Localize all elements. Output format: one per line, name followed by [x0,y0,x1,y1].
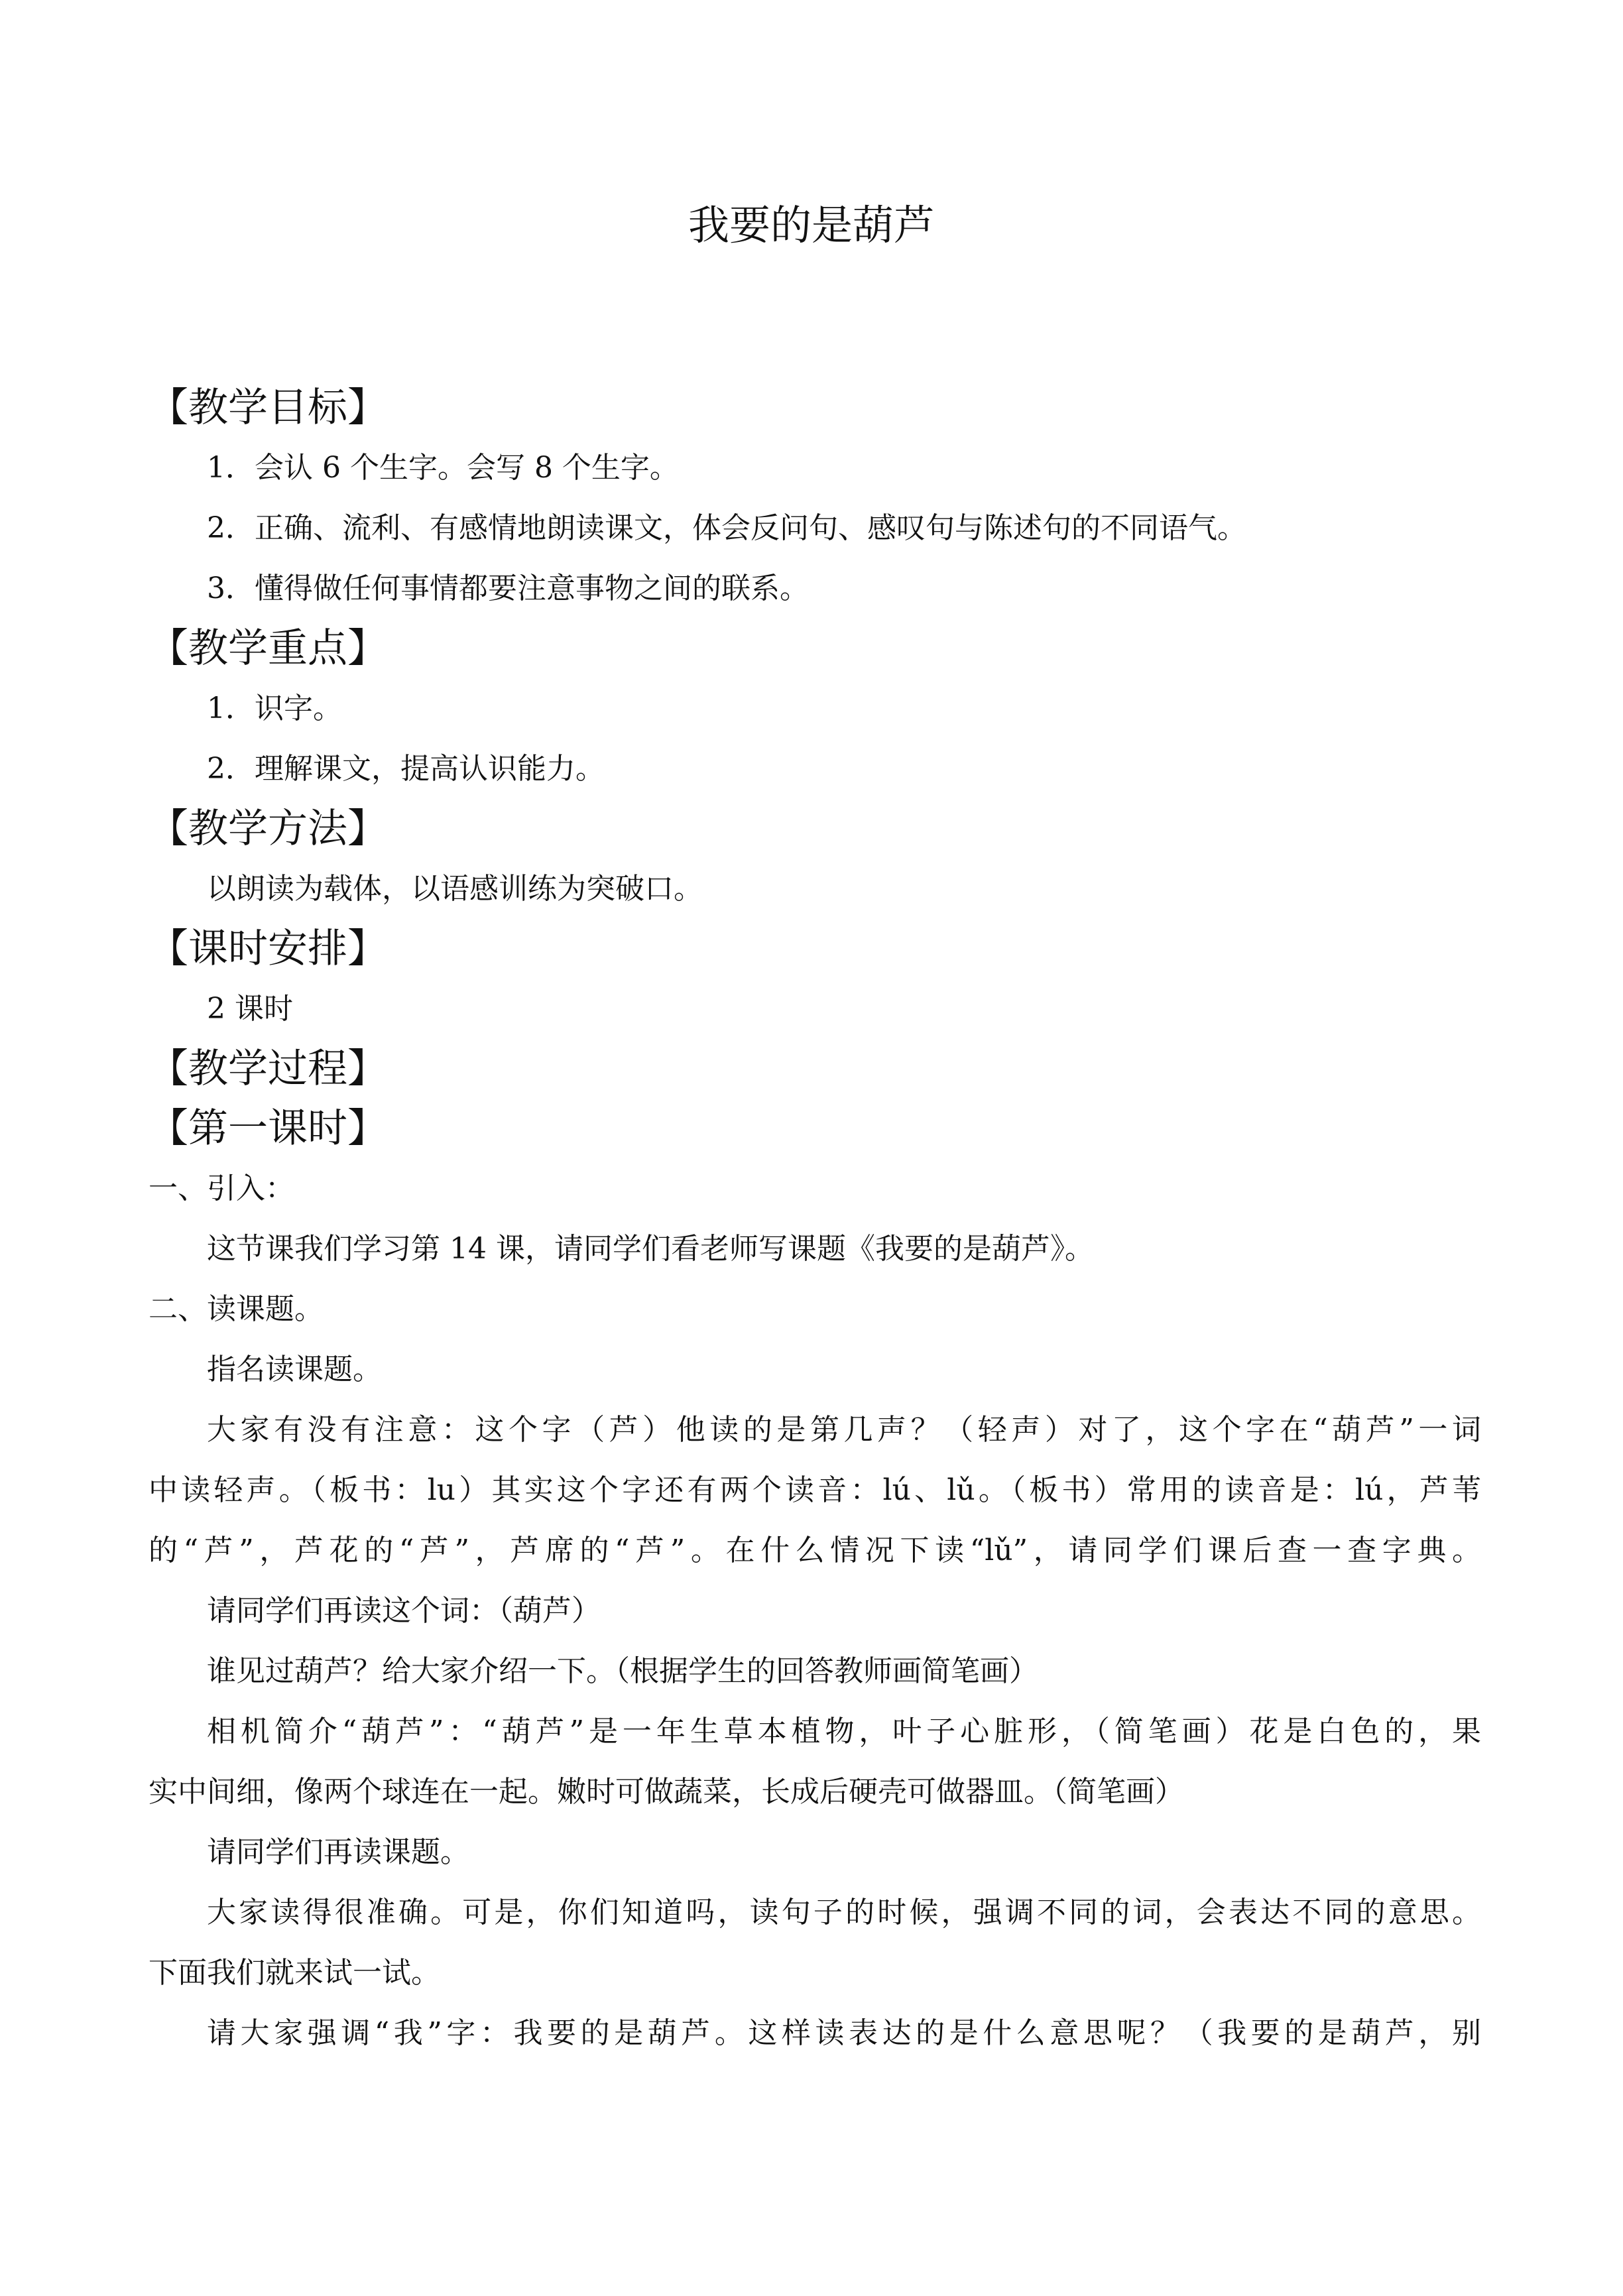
section1-text: 这节课我们学习第 14 课，请同学们看老师写课题《我要的是葫芦》。 [207,1232,1094,1266]
paragraph-5-line-1: 相机简介“葫芦”：“葫芦”是一年生草本植物，叶子心脏形，（简笔画）花是白色的，果 [207,1715,1481,1748]
document-body [149,378,1481,2063]
objective-item-3: 3．懂得做任何事情都要注意事物之间的联系。 [207,572,809,605]
paragraph-2-line-1: 大家有没有注意：这个字（芦）他读的是第几声？（轻声）对了，这个字在“葫芦”一词 [207,1413,1481,1447]
paragraph-8-line-1: 请大家强调“我”字：我要的是葫芦。这样读表达的是什么意思呢？（我要的是葫芦，别 [207,2016,1481,2050]
paragraph-7-line-2: 下面我们就来试一试。 [149,1956,440,1990]
objective-item-1: 1．会认 6 个生字。会写 8 个生字。 [207,451,679,485]
key-point-item-1: 1．识字。 [207,692,342,725]
paragraph-3: 请同学们再读这个词：（葫芦） [207,1594,601,1628]
objectives-heading: 【教学目标】 [149,385,387,431]
paragraph-2-line-3: 的“芦”，芦花的“芦”，芦席的“芦”。在什么情况下读“lǔ”，请同学们课后查一查字典。 [149,1534,1481,1567]
paragraph-6: 请同学们再读课题。 [207,1835,469,1869]
document-title: 我要的是葫芦 [688,201,935,249]
schedule-text: 2 课时 [207,992,293,1026]
paragraph-7-line-1: 大家读得很准确。可是，你们知道吗，读句子的时候，强调不同的词，会表达不同的意思。 [207,1896,1481,1929]
section2-title: 二、读课题。 [149,1292,324,1326]
paragraph-2-line-2: 中读轻声。（板书：lu）其实这个字还有两个读音：lú、lǔ。（板书）常用的读音是：lú，芦苇 [149,1473,1481,1507]
paragraph-5-line-2: 实中间细，像两个球连在一起。嫩时可做蔬菜，长成后硬壳可做器皿。（简笔画） [149,1775,1184,1809]
paragraph-1: 指名读课题。 [207,1353,382,1386]
key-points-heading: 【教学重点】 [149,625,387,672]
paragraph-4: 谁见过葫芦？给大家介绍一下。（根据学生的回答教师画简笔画） [207,1654,1038,1688]
key-point-item-2: 2．理解课文，提高认识能力。 [207,752,605,786]
schedule-heading: 【课时安排】 [149,926,387,972]
section1-title: 一、引入： [149,1172,294,1205]
process-heading: 【教学过程】 [149,1046,387,1092]
methods-text: 以朗读为载体，以语感训练为突破口。 [207,872,703,906]
lesson1-heading: 【第一课时】 [149,1105,387,1152]
objective-item-2: 2．正确、流利、有感情地朗读课文，体会反问句、感叹句与陈述句的不同语气。 [207,511,1246,545]
methods-heading: 【教学方法】 [149,806,387,852]
